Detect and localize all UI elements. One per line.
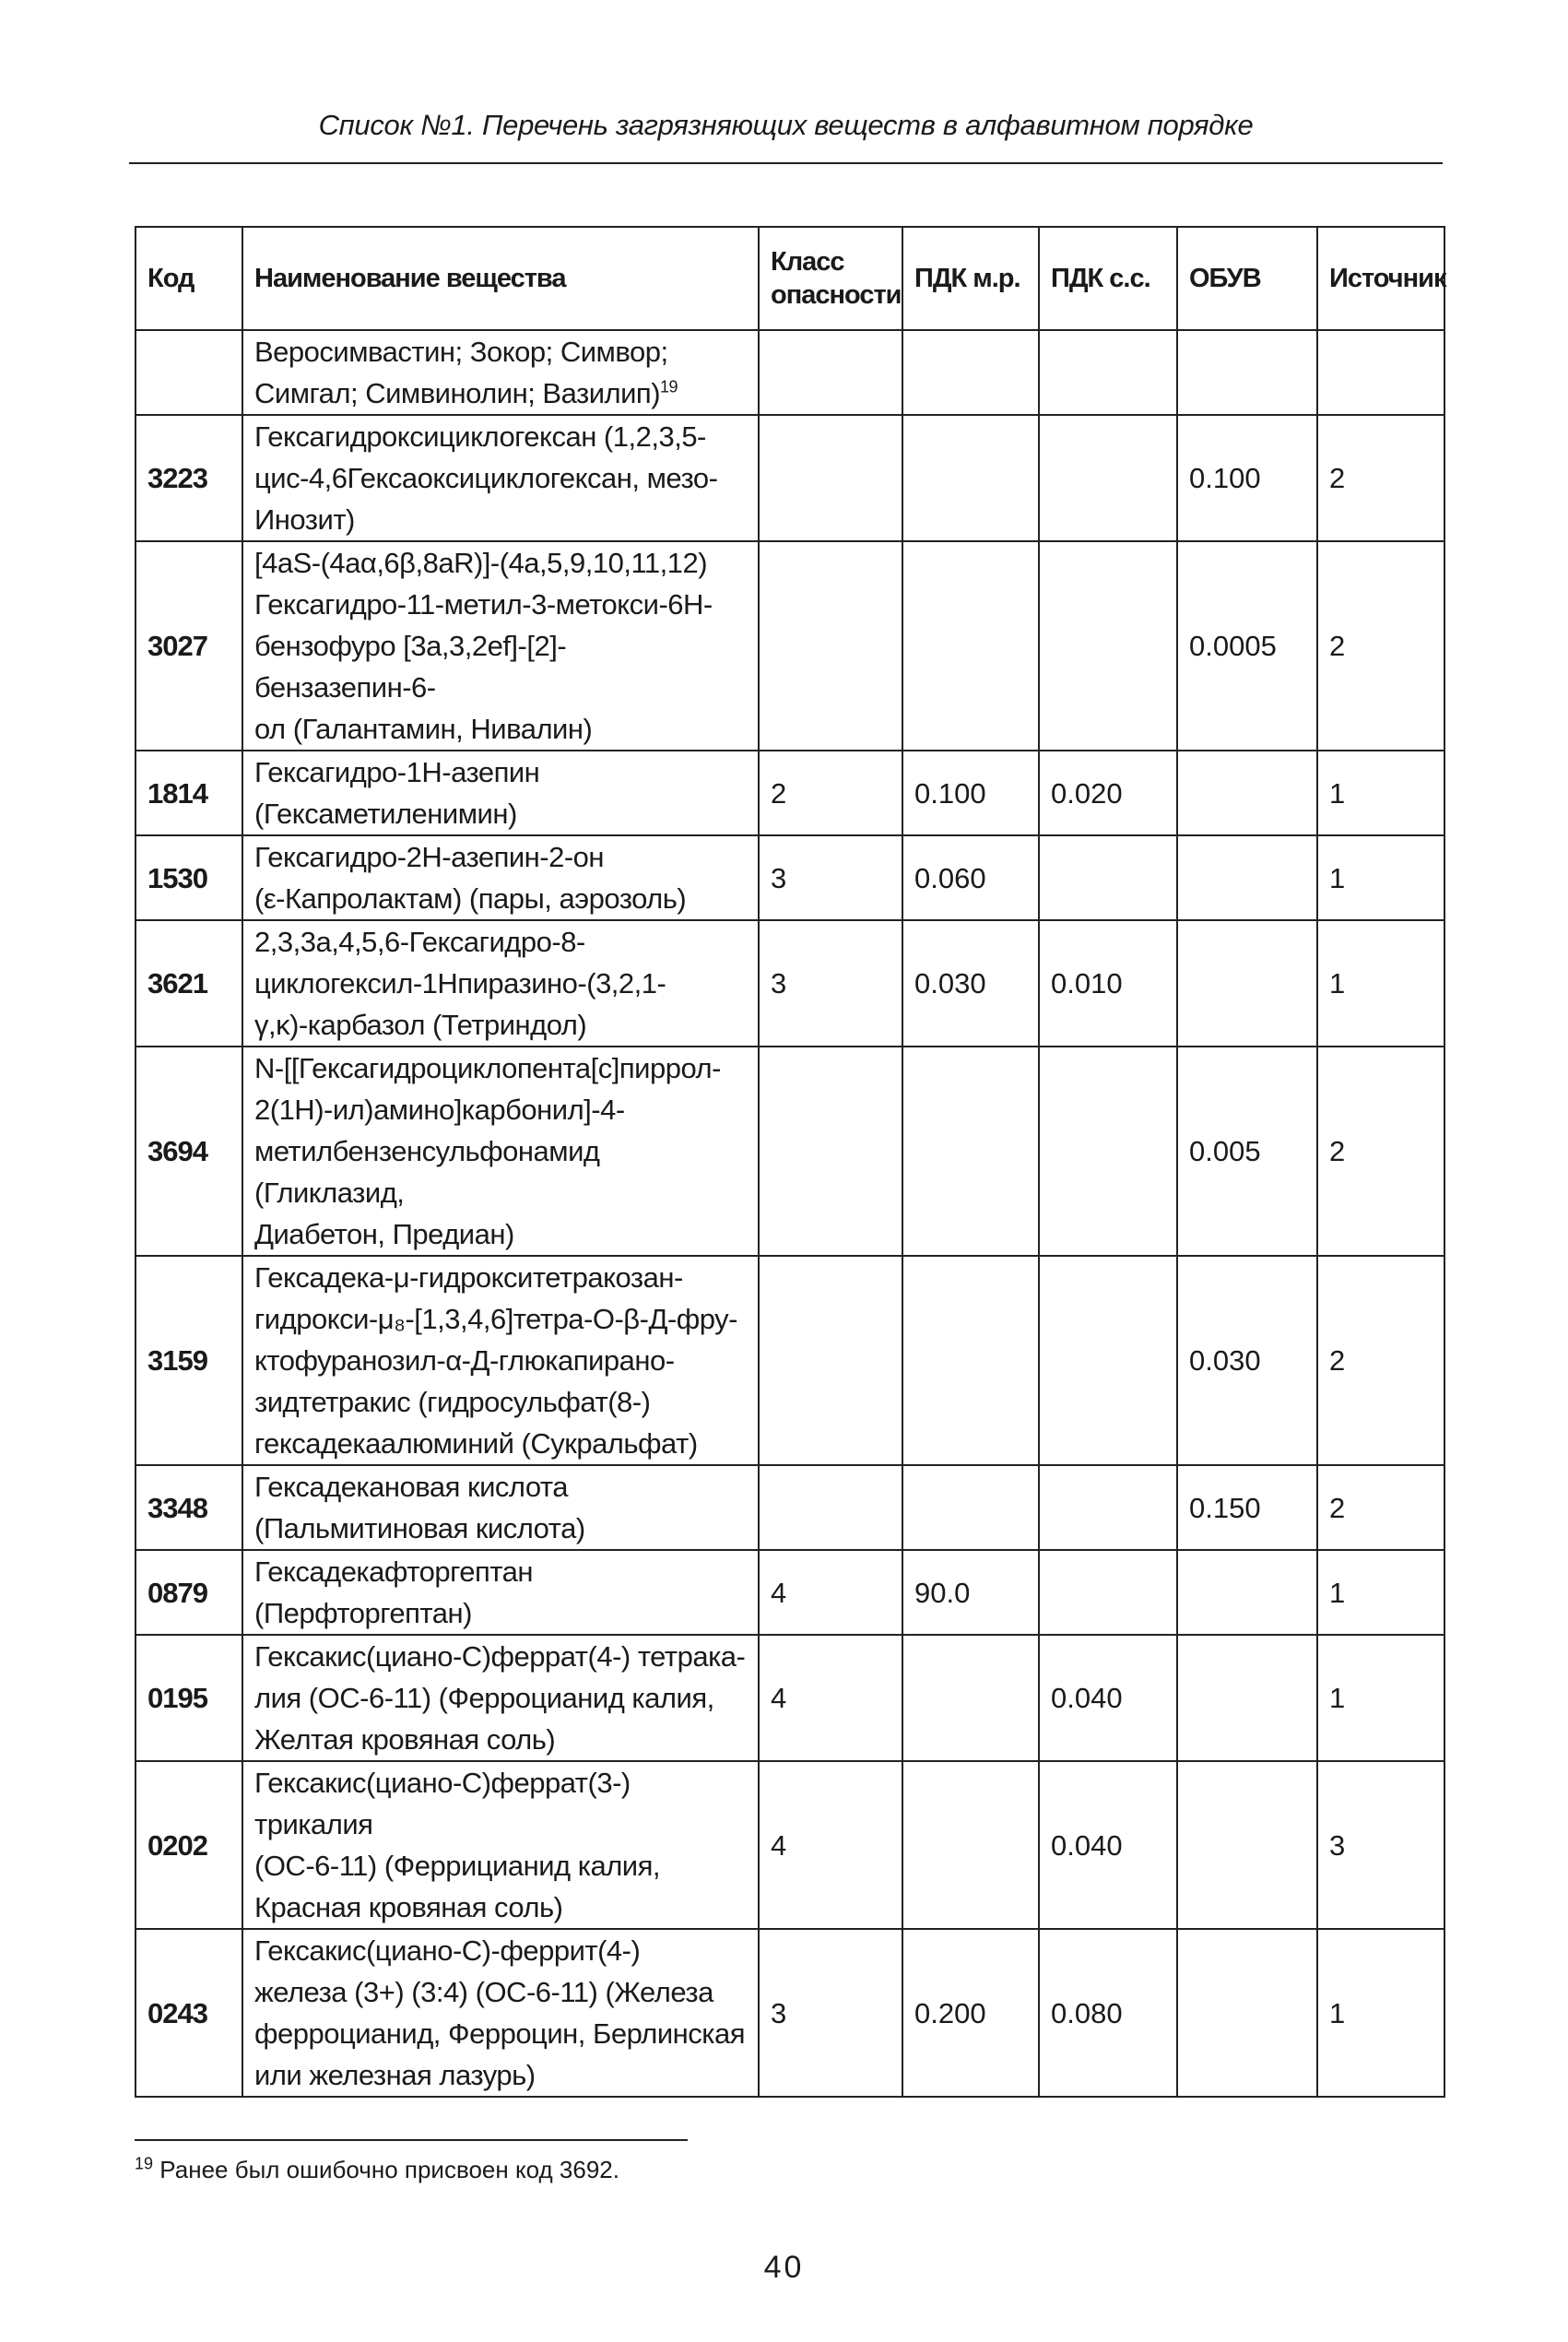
cell-hazard-class: 3 <box>759 835 902 920</box>
substance-name-line: (ОС-6-11) (Феррицианид калия, <box>254 1850 660 1882</box>
substance-name-line: Гексакис(циано-С)феррат(4-) тетрака- <box>254 1640 746 1673</box>
table-body <box>136 330 1444 2097</box>
substance-name-line: Гексагидроксициклогексан (1,2,3,5- <box>254 420 706 453</box>
col-header-hazard: Класс опасности <box>759 227 902 330</box>
substance-name-line: лия (ОС-6-11) (Ферроцианид калия, <box>254 1682 714 1714</box>
cell-code: 3348 <box>136 1465 242 1550</box>
substance-name-line: железа (3+) (3:4) (ОС-6-11) (Железа <box>254 1976 713 2008</box>
table-row <box>136 1761 1444 1929</box>
cell-obuv <box>1177 1550 1317 1635</box>
cell-code: 0879 <box>136 1550 242 1635</box>
footnote-mark: 19 <box>135 2154 154 2173</box>
substance-name-line: Гексадекафторгептан (Перфторгептан) <box>254 1555 533 1629</box>
cell-pdk-ss <box>1039 1256 1177 1465</box>
footnote-text: Ранее был ошибочно присвоен код 3692. <box>159 2156 619 2183</box>
col-header-name: Наименование вещества <box>242 227 759 330</box>
substance-name-line: ферроцианид, Ферроцин, Берлинская <box>254 2017 746 2050</box>
cell-obuv <box>1177 1761 1317 1929</box>
cell-pdk-mr <box>902 1465 1039 1550</box>
table-row <box>136 330 1444 415</box>
cell-hazard-class: 4 <box>759 1550 902 1635</box>
substance-name-line: Инозит) <box>254 503 355 536</box>
substance-name-line: метилбензенсульфонамид (Гликлазид, <box>254 1135 600 1209</box>
cell-obuv <box>1177 751 1317 835</box>
substance-name-line: Гексагидро-2Н-азепин-2-он <box>254 841 605 873</box>
cell-hazard-class: 2 <box>759 751 902 835</box>
cell-obuv <box>1177 835 1317 920</box>
cell-substance-name <box>242 1465 759 1550</box>
cell-obuv: 0.100 <box>1177 415 1317 541</box>
cell-pdk-mr <box>902 1256 1039 1465</box>
table-row <box>136 1929 1444 2097</box>
table-header-row <box>136 227 1444 330</box>
substance-name-line: Гексадека-μ-гидрокситетракозан- <box>254 1261 683 1294</box>
cell-pdk-ss <box>1039 1550 1177 1635</box>
col-header-pdk-mr: ПДК м.р. <box>902 227 1039 330</box>
cell-pdk-ss: 0.080 <box>1039 1929 1177 2097</box>
cell-source: 2 <box>1317 1256 1444 1465</box>
substance-name-line: N-[[Гексагидроциклопента[c]пиррол- <box>254 1052 721 1084</box>
cell-code: 3694 <box>136 1047 242 1256</box>
pollutants-table <box>135 226 1445 2098</box>
cell-pdk-mr: 0.100 <box>902 751 1039 835</box>
cell-source: 2 <box>1317 1047 1444 1256</box>
cell-substance-name <box>242 541 759 751</box>
cell-obuv: 0.005 <box>1177 1047 1317 1256</box>
cell-code: 1530 <box>136 835 242 920</box>
substance-name-line: Желтая кровяная соль) <box>254 1723 556 1756</box>
cell-substance-name <box>242 835 759 920</box>
col-header-obuv: ОБУВ <box>1177 227 1317 330</box>
substance-name-line: ктофуранозил-α-Д-глюкапирано- <box>254 1344 675 1377</box>
cell-source: 2 <box>1317 415 1444 541</box>
cell-hazard-class <box>759 1256 902 1465</box>
cell-pdk-mr: 0.060 <box>902 835 1039 920</box>
table-row <box>136 541 1444 751</box>
substance-name-line: Гексакис(циано-С)-феррит(4-) <box>254 1934 641 1967</box>
cell-code: 1814 <box>136 751 242 835</box>
substance-name-line: зидтетракис (гидросульфат(8-) <box>254 1386 651 1418</box>
cell-source <box>1317 330 1444 415</box>
table-row <box>136 1047 1444 1256</box>
cell-code: 3223 <box>136 415 242 541</box>
cell-pdk-mr <box>902 1761 1039 1929</box>
cell-pdk-mr <box>902 415 1039 541</box>
col-header-source: Источник <box>1317 227 1444 330</box>
cell-code: 3621 <box>136 920 242 1047</box>
cell-pdk-ss: 0.040 <box>1039 1635 1177 1761</box>
substance-name-line: бензофуро [3a,3,2ef]-[2]-бензазепин-6- <box>254 630 567 704</box>
header-divider <box>129 162 1443 164</box>
cell-pdk-ss <box>1039 1465 1177 1550</box>
cell-source: 1 <box>1317 835 1444 920</box>
cell-hazard-class: 4 <box>759 1761 902 1929</box>
cell-hazard-class <box>759 1465 902 1550</box>
cell-source: 1 <box>1317 920 1444 1047</box>
cell-obuv: 0.150 <box>1177 1465 1317 1550</box>
substance-name-line: цис-4,6Гексаоксициклогексан, мезо- <box>254 462 718 494</box>
cell-substance-name <box>242 1550 759 1635</box>
cell-source: 3 <box>1317 1761 1444 1929</box>
cell-hazard-class <box>759 541 902 751</box>
cell-pdk-mr <box>902 330 1039 415</box>
cell-substance-name <box>242 1256 759 1465</box>
cell-code: 3027 <box>136 541 242 751</box>
cell-obuv <box>1177 1635 1317 1761</box>
table-row <box>136 920 1444 1047</box>
table-row <box>136 415 1444 541</box>
cell-substance-name <box>242 330 759 415</box>
substance-name-line: 2,3,3а,4,5,6-Гексагидро-8- <box>254 926 585 958</box>
cell-code <box>136 330 242 415</box>
cell-substance-name <box>242 751 759 835</box>
substance-name-line: (Пальмитиновая кислота) <box>254 1512 585 1544</box>
substance-name-line: или железная лазурь) <box>254 2059 536 2091</box>
cell-pdk-mr <box>902 541 1039 751</box>
table-row <box>136 1465 1444 1550</box>
table-row <box>136 751 1444 835</box>
substance-name-line: [4aS-(4aα,6β,8aR)]-(4a,5,9,10,11,12) <box>254 547 708 579</box>
cell-hazard-class <box>759 330 902 415</box>
cell-pdk-mr: 0.200 <box>902 1929 1039 2097</box>
substance-name-line: Веросимвастин; Зокор; Симвор; <box>254 336 668 368</box>
cell-pdk-ss <box>1039 541 1177 751</box>
cell-source: 1 <box>1317 1550 1444 1635</box>
substance-name-line: Гексагидро-1Н-азепин <box>254 756 540 788</box>
substance-name-line: ол (Галантамин, Нивалин) <box>254 713 593 745</box>
substance-name-line: гексадекаалюминий (Сукральфат) <box>254 1427 698 1460</box>
footnote <box>135 2156 1241 2184</box>
footnote-ref: 19 <box>660 377 678 396</box>
cell-code: 3159 <box>136 1256 242 1465</box>
table-row <box>136 1550 1444 1635</box>
table-row <box>136 835 1444 920</box>
cell-pdk-mr <box>902 1047 1039 1256</box>
cell-hazard-class: 3 <box>759 920 902 1047</box>
substance-name-line: Красная кровяная соль) <box>254 1891 563 1923</box>
cell-code: 0202 <box>136 1761 242 1929</box>
substance-name-line: гидрокси-μ₈-[1,3,4,6]тетра-О-β-Д-фру- <box>254 1303 737 1335</box>
cell-substance-name <box>242 415 759 541</box>
cell-substance-name <box>242 1929 759 2097</box>
cell-substance-name <box>242 1047 759 1256</box>
cell-pdk-ss <box>1039 1047 1177 1256</box>
cell-pdk-ss <box>1039 415 1177 541</box>
substance-name-line: Диабетон, Предиан) <box>254 1218 514 1250</box>
col-header-code: Код <box>136 227 242 330</box>
cell-hazard-class <box>759 1047 902 1256</box>
page-header: Список №1. Перечень загрязняющих веществ в алфавитном порядке <box>318 109 1254 141</box>
cell-source: 1 <box>1317 751 1444 835</box>
cell-substance-name <box>242 1761 759 1929</box>
substance-name-line: 2(1H)-ил)амино]карбонил]-4- <box>254 1094 625 1126</box>
substance-name-line: Гексадекановая кислота <box>254 1471 569 1503</box>
cell-code: 0195 <box>136 1635 242 1761</box>
cell-pdk-mr: 90.0 <box>902 1550 1039 1635</box>
cell-source: 2 <box>1317 541 1444 751</box>
cell-obuv <box>1177 920 1317 1047</box>
substance-name-line: (Гексаметиленимин) <box>254 798 517 830</box>
cell-obuv: 0.030 <box>1177 1256 1317 1465</box>
table-row <box>136 1256 1444 1465</box>
cell-pdk-ss: 0.040 <box>1039 1761 1177 1929</box>
footnote-divider <box>135 2139 688 2141</box>
substance-name-line: Гексакис(циано-С)феррат(3-) трикалия <box>254 1767 631 1840</box>
page-number: 40 <box>763 2250 805 2285</box>
cell-hazard-class <box>759 415 902 541</box>
cell-code: 0243 <box>136 1929 242 2097</box>
cell-hazard-class: 3 <box>759 1929 902 2097</box>
substance-name-line: γ,κ)-карбазол (Тетриндол) <box>254 1009 587 1041</box>
cell-pdk-ss <box>1039 330 1177 415</box>
cell-source: 1 <box>1317 1635 1444 1761</box>
cell-source: 1 <box>1317 1929 1444 2097</box>
substance-name-line: циклогексил-1Нпиразино-(3,2,1- <box>254 967 666 999</box>
cell-pdk-ss <box>1039 835 1177 920</box>
cell-obuv <box>1177 330 1317 415</box>
cell-pdk-ss: 0.010 <box>1039 920 1177 1047</box>
cell-substance-name <box>242 1635 759 1761</box>
col-header-pdk-ss: ПДК с.с. <box>1039 227 1177 330</box>
cell-pdk-mr <box>902 1635 1039 1761</box>
cell-substance-name <box>242 920 759 1047</box>
cell-pdk-ss: 0.020 <box>1039 751 1177 835</box>
cell-source: 2 <box>1317 1465 1444 1550</box>
substance-name-line: Симгал; Симвинолин; Вазилип) <box>254 377 661 409</box>
table-row <box>136 1635 1444 1761</box>
substance-name-line: (ε-Капролактам) (пары, аэрозоль) <box>254 882 687 915</box>
substance-name-line: Гексагидро-11-метил-3-метокси-6Н- <box>254 588 713 621</box>
cell-pdk-mr: 0.030 <box>902 920 1039 1047</box>
cell-obuv: 0.0005 <box>1177 541 1317 751</box>
cell-hazard-class: 4 <box>759 1635 902 1761</box>
cell-obuv <box>1177 1929 1317 2097</box>
